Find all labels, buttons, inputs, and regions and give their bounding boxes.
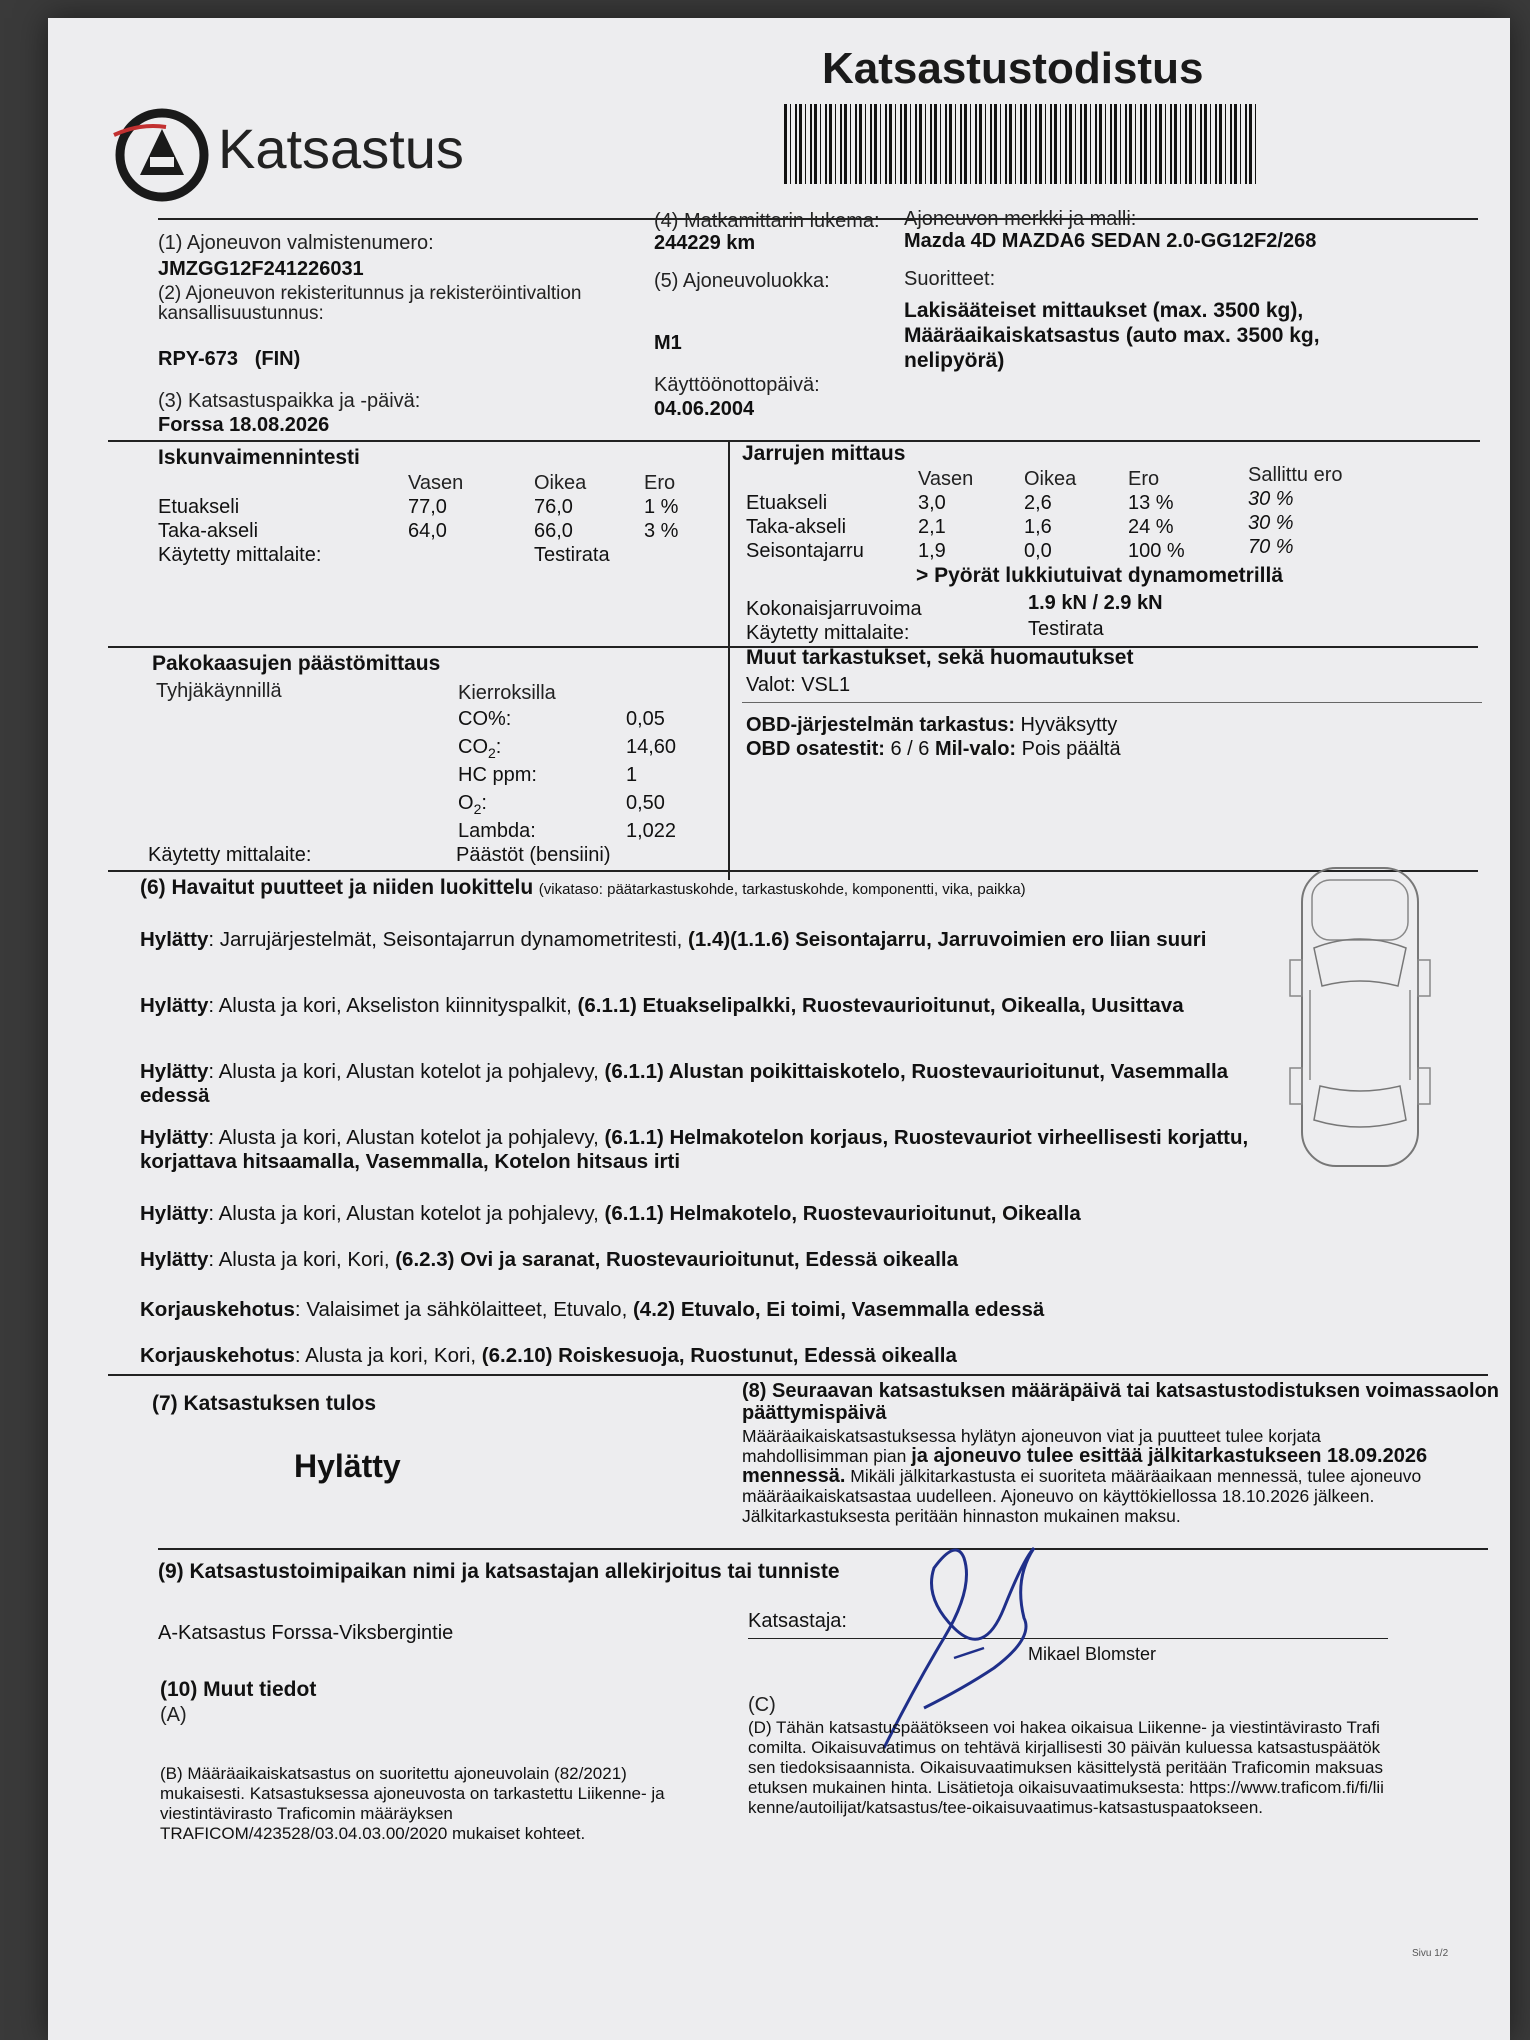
place-label: (3) Katsastuspaikka ja -päivä: (158, 390, 421, 412)
lambda-value: 1,022 (626, 820, 677, 842)
place-date: Forssa 18.08.2026 (158, 414, 330, 436)
next-inspection-text: Määräaikaiskatsastuksessa hylätyn ajoneuvon viat ja puutteet tulee korjata mahdollisimman pian ja ajoneuvo tulee esittää jälkitarkastukseen 18.09.2026 mennessä. Mikäli jälkitarkastusta ei suoriteta määräaikaan mennessä, tulee ajoneuvo määräaikaiskatsastaa uudelleen. Ajoneuvo on käyttökiellossa 18.10.2026 jälkeen. Jälkitarkastuksesta peritään hinnaston mukainen maksu. (742, 1426, 1428, 1526)
hc-label: HC ppm: (458, 764, 537, 786)
co2-value: 14,60 (626, 736, 677, 758)
emissions-idle: Tyhjäkäynnillä (156, 680, 282, 702)
result-title: (7) Katsastuksen tulos (152, 1392, 377, 1415)
brake-row-diff: 13 % (1128, 492, 1174, 514)
shock-row-left: 77,0 (408, 496, 447, 518)
brake-row-name: Etuakseli (746, 492, 828, 514)
inspector-name: Mikael Blomster (1028, 1644, 1157, 1664)
misc-a: (A) (160, 1704, 187, 1726)
o2-value: 0,50 (626, 792, 665, 814)
services: Lakisääteiset mittaukset (max. 3500 kg), Määräaikaiskatsastus (auto max. 3500 kg, nelipyörä) (904, 299, 1320, 372)
first-use-date: 04.06.2004 (654, 398, 755, 420)
misc-c: (C) (748, 1694, 776, 1716)
brake-col-diff: Ero (1128, 468, 1160, 490)
shock-device-label: Käytetty mittalaite: (158, 544, 322, 566)
car-diagram-icon (1280, 858, 1440, 1178)
lights: Valot: VSL1 (746, 674, 851, 696)
brake-row-diff: 24 % (1128, 516, 1174, 538)
misc-b: (B) Määräaikaiskatsastus on suoritettu ajoneuvolain (82/2021) mukaisesti. Katsastuksessa ajoneuvosta on tarkastettu Liikenne- ja viestintävirasto Traficomin määräyksen TRAFICOM/423528/03.04.03.00/2020 mukaiset kohteet. (160, 1764, 665, 1843)
emissions-title: Pakokaasujen päästömittaus (152, 652, 441, 675)
co-value: 0,05 (626, 708, 665, 730)
shock-col-right: Oikea (534, 472, 587, 494)
barcode (784, 104, 1258, 184)
brake-row-name: Seisontajarru (746, 540, 864, 562)
shock-row-left: 64,0 (408, 520, 447, 542)
defect-item: Hylätty: Alusta ja kori, Kori, (6.2.3) Ovi ja saranat, Ruostevaurioitunut, Edessä oikealla (140, 1248, 959, 1271)
defects-subtitle: (vikataso: päätarkastuskohde, tarkastuskohde, komponentti, vika, paikka) (538, 881, 1026, 898)
brake-row-left: 1,9 (918, 540, 946, 562)
co-label: CO%: (458, 708, 512, 730)
brake-row-diff: 100 % (1128, 540, 1185, 562)
first-use-label: Käyttöönottopäivä: (654, 374, 820, 396)
brake-test-title: Jarrujen mittaus (742, 442, 906, 465)
brake-row-name: Taka-akseli (746, 516, 847, 538)
obd2-label: OBD osatestit: (746, 738, 885, 760)
brake-row-right: 0,0 (1024, 540, 1052, 562)
inspection-certificate (48, 18, 1510, 2040)
hc-value: 1 (626, 764, 638, 786)
brake-device-label: Käytetty mittalaite: (746, 622, 910, 644)
reg-number: RPY-673 (FIN) (158, 348, 301, 370)
vin: JMZGG12F241226031 (158, 258, 364, 280)
mil-value: Pois päältä (1021, 738, 1121, 760)
shock-col-diff: Ero (644, 472, 676, 494)
logo-text: Katsastus (218, 117, 464, 180)
inspector-label: Katsastaja: (748, 1610, 847, 1632)
vehicle-class: M1 (654, 332, 682, 354)
brake-row-allowed: 30 % (1248, 512, 1294, 534)
brake-device: Testirata (1028, 618, 1104, 640)
next-inspection-title: (8) Seuraavan katsastuksen määräpäivä tai katsastustodistuksen voimassaolon päättymispäivä (742, 1380, 1500, 1424)
vin-label: (1) Ajoneuvon valmistenumero: (158, 232, 434, 254)
reg-label: (2) Ajoneuvon rekisteritunnus ja rekisteröintivaltion kansallisuustunnus: (158, 283, 582, 324)
obd-subtests (746, 738, 1121, 761)
odometer: 244229 km (654, 232, 756, 254)
shock-row-name: Taka-akseli (158, 520, 259, 542)
brake-row-right: 1,6 (1024, 516, 1052, 538)
defects-heading (140, 876, 1026, 900)
brake-row-right: 2,6 (1024, 492, 1052, 514)
brake-note: > Pyörät lukkiutuivat dynamometrillä (916, 564, 1284, 587)
shock-row-diff: 1 % (644, 496, 679, 518)
class-label: (5) Ajoneuvoluokka: (654, 270, 830, 292)
shock-test-title: Iskunvaimennintesti (158, 446, 360, 469)
brake-row-left: 3,0 (918, 492, 946, 514)
misc-title: (10) Muut tiedot (160, 1678, 317, 1701)
document-title: Katsastustodistus (822, 44, 1204, 93)
brake-col-right: Oikea (1024, 468, 1077, 490)
co2-label: $CO_2$: (458, 736, 502, 761)
result-value: Hylätty (294, 1448, 401, 1484)
a-katsastus-logo (110, 108, 464, 198)
misc-d: (D) Tähän katsastuspäätökseen voi hakea oikaisua Liikenne- ja viestintävirasto Traficomilta. Oikaisuvaatimus on tehtävä kirjallisesti 30 päivän kuluessa katsastuspäätöksen tiedoksisaannista. Oikaisuvaatimuksen käsittelystä peritään Traficomin maksuasetuksen mukainen hinta. Lisätietoja oikaisuvaatimuksesta: https://www.traficom.fi/fi/liikenne/autoilijat/katsastus/tee-oikaisuvaatimus-katsastuspaatokseen. (748, 1718, 1384, 1817)
defect-item: Hylätty: Alusta ja kori, Alustan kotelot ja pohjalevy, (6.1.1) Helmakotelon korjaus, Ruostevauriot virheellisesti korjattu, korjattava hitsaamalla, Vasemmalla, Kotelon hitsaus irti (140, 1126, 1249, 1173)
defect-item: Hylätty: Alusta ja kori, Alustan kotelot ja pohjalevy, (6.1.1) Helmakotelo, Ruostevaurioitunut, Oikealla (140, 1202, 1081, 1225)
mil-label: Mil-valo: (934, 738, 1017, 760)
shock-col-left: Vasen (408, 472, 464, 494)
services-label: Suoritteet: (904, 268, 996, 290)
make-label: Ajoneuvon merkki ja malli: (904, 208, 1137, 230)
odometer-label: (4) Matkamittarin lukema: (654, 210, 880, 232)
station-name: A-Katsastus Forssa-Viksbergintie (158, 1622, 454, 1644)
make-model: Mazda 4D MAZDA6 SEDAN 2.0-GG12F2/268 (904, 230, 1317, 252)
brake-row-allowed: 70 % (1248, 536, 1294, 558)
defects-title: (6) Havaitut puutteet ja niiden luokittelu (140, 876, 534, 899)
shock-device: Testirata (534, 544, 610, 566)
lambda-label: Lambda: (458, 820, 536, 842)
defect-item: Hylätty: Alusta ja kori, Alustan kotelot ja pohjalevy, (6.1.1) Alustan poikittaiskotelo, Ruostevaurioitunut, Vasemmalla edessä (140, 1060, 1229, 1107)
o2-label: $O_2$: (458, 792, 487, 817)
brake-row-allowed: 30 % (1248, 488, 1294, 510)
brake-col-left: Vasen (918, 468, 974, 490)
obd-value: Hyväksytty (1020, 714, 1118, 736)
obd2-value: 6 / 6 (890, 738, 930, 760)
other-checks-title: Muut tarkastukset, sekä huomautukset (746, 646, 1134, 669)
shock-row-diff: 3 % (644, 520, 679, 542)
emissions-device: Päästöt (bensiini) (456, 844, 611, 866)
brake-total: 1.9 kN / 2.9 kN (1028, 592, 1163, 614)
obd-label: OBD-järjestelmän tarkastus: (746, 714, 1015, 736)
shock-row-name: Etuakseli (158, 496, 240, 518)
station-title: (9) Katsastustoimipaikan nimi ja katsastajan allekirjoitus tai tunniste (158, 1560, 840, 1583)
brake-total-label: Kokonaisjarruvoima (746, 598, 922, 620)
brake-col-allowed: Sallittu ero (1248, 464, 1343, 486)
brake-row-left: 2,1 (918, 516, 946, 538)
shock-row-right: 66,0 (534, 520, 573, 542)
emissions-device-label: Käytetty mittalaite: (148, 844, 312, 866)
defect-item: Hylätty: Jarrujärjestelmät, Seisontajarrun dynamometritesti, (1.4)(1.1.6) Seisontajarru, Jarruvoimien ero liian suuri (140, 928, 1207, 951)
defect-item: Korjauskehotus: Alusta ja kori, Kori, (6.2.10) Roiskesuoja, Ruostunut, Edessä oikealla (140, 1344, 957, 1367)
defect-item: Hylätty: Alusta ja kori, Akseliston kiinnityspalkit, (6.1.1) Etuakselipalkki, Ruostevaurioitunut, Oikealla, Uusittava (140, 994, 1184, 1017)
defect-item: Korjauskehotus: Valaisimet ja sähkölaitteet, Etuvalo, (4.2) Etuvalo, Ei toimi, Vasemmalla edessä (140, 1298, 1045, 1321)
page-number: Sivu 1/2 (1412, 1948, 1449, 1959)
obd-check (746, 714, 1117, 737)
shock-row-right: 76,0 (534, 496, 573, 518)
emissions-rpm: Kierroksilla (458, 682, 556, 704)
